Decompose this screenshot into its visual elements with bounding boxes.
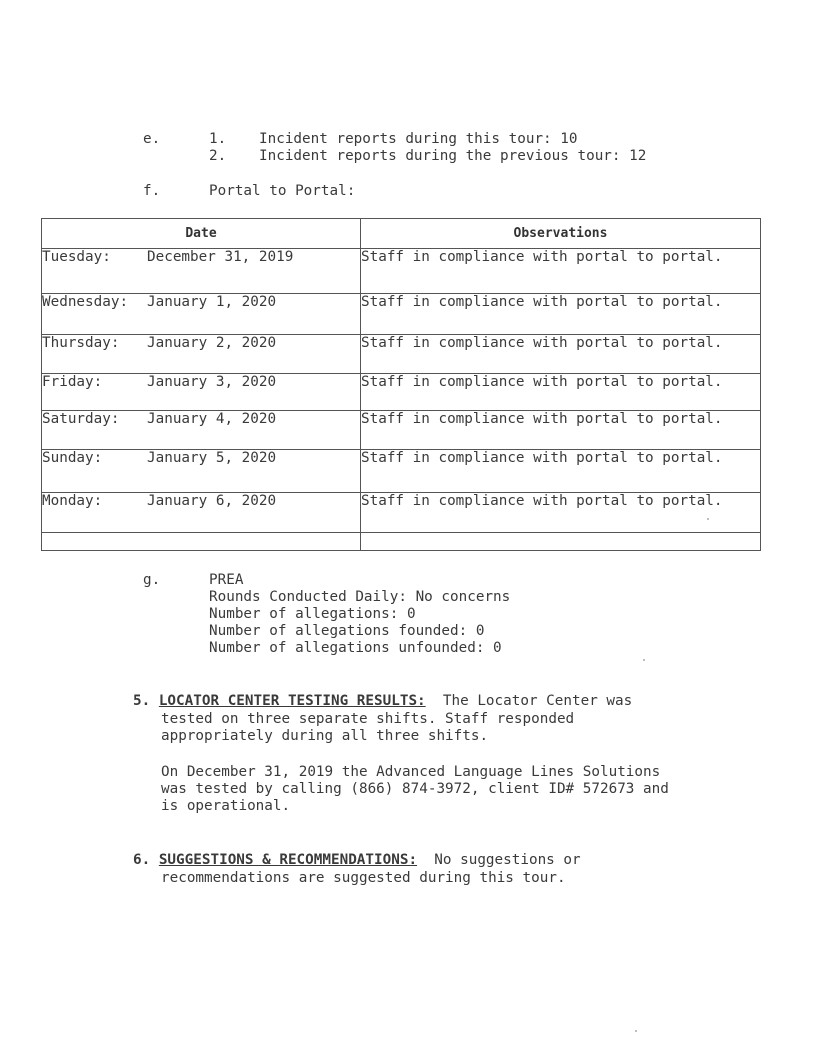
- section-e-item-1-text: Incident reports during this tour: 10: [259, 131, 578, 147]
- section-6-heading: SUGGESTIONS & RECOMMENDATIONS:: [158, 852, 418, 868]
- observation-cell: Staff in compliance with portal to portal.: [361, 335, 761, 374]
- table-row: [42, 335, 761, 374]
- date-value: January 4, 2020: [147, 411, 277, 427]
- section-6-paragraph: [161, 870, 566, 887]
- paragraph-line: appropriately during all three shifts.: [161, 728, 489, 744]
- date-cell: [42, 249, 361, 294]
- paragraph-line: On December 31, 2019 the Advanced Language Lines Solutions: [161, 764, 661, 780]
- section-5-paragraph-2: [161, 764, 669, 815]
- table-row: [42, 374, 761, 411]
- prea-line: Number of allegations: 0: [209, 606, 416, 622]
- section-5-first-line: [133, 693, 632, 710]
- table-header-date: Date: [42, 219, 361, 249]
- day-label: Sunday:: [42, 450, 103, 466]
- observation-cell: Staff in compliance with portal to portal.: [361, 450, 761, 493]
- day-label: Friday:: [42, 374, 103, 390]
- observation-cell: Staff in compliance with portal to portal.: [361, 493, 761, 533]
- section-5-paragraph-1: [161, 711, 574, 745]
- date-cell: [42, 335, 361, 374]
- date-cell: [42, 294, 361, 335]
- section-6-number: 6.: [133, 852, 151, 868]
- table-row: [42, 411, 761, 450]
- section-f-title: Portal to Portal:: [209, 183, 356, 199]
- date-value: January 5, 2020: [147, 450, 277, 466]
- day-label: Tuesday:: [42, 249, 111, 265]
- section-e-marker: e.: [143, 131, 161, 147]
- day-label: Monday:: [42, 493, 103, 509]
- observation-cell: Staff in compliance with portal to portal.: [361, 411, 761, 450]
- section-6-heading-continuation: No suggestions or: [417, 852, 581, 868]
- prea-block: [209, 572, 510, 657]
- section-6-first-line: [133, 852, 581, 869]
- paragraph-line: recommendations are suggested during this tour.: [161, 870, 566, 886]
- date-cell: [42, 450, 361, 493]
- empty-cell: [42, 533, 361, 551]
- section-5-heading-continuation: The Locator Center was: [425, 693, 633, 709]
- date-value: December 31, 2019: [147, 249, 294, 265]
- day-label: Saturday:: [42, 411, 120, 427]
- table-row: [42, 249, 761, 294]
- date-value: January 2, 2020: [147, 335, 277, 351]
- date-value: January 1, 2020: [147, 294, 277, 310]
- date-cell: [42, 374, 361, 411]
- section-e-item-2-text: Incident reports during the previous tour: 12: [259, 148, 647, 164]
- day-label: Thursday:: [42, 335, 120, 351]
- date-cell: [42, 493, 361, 533]
- scan-speck: [707, 518, 709, 520]
- table-header-observations: Observations: [361, 219, 761, 249]
- paragraph-line: was tested by calling (866) 874-3972, client ID# 572673 and: [161, 781, 669, 797]
- paragraph-line: tested on three separate shifts. Staff responded: [161, 711, 575, 727]
- section-f-marker: f.: [143, 183, 161, 199]
- table-row: [42, 450, 761, 493]
- prea-line: Number of allegations founded: 0: [209, 623, 485, 639]
- section-e-item-2-number: 2.: [209, 148, 227, 164]
- section-g-marker: g.: [143, 572, 161, 588]
- date-value: January 3, 2020: [147, 374, 277, 390]
- date-value: January 6, 2020: [147, 493, 277, 509]
- observation-cell: Staff in compliance with portal to portal.: [361, 249, 761, 294]
- table-row: [42, 294, 761, 335]
- table-row: [42, 493, 761, 533]
- observation-cell: Staff in compliance with portal to portal.: [361, 374, 761, 411]
- date-cell: [42, 411, 361, 450]
- observation-cell: Staff in compliance with portal to portal.: [361, 294, 761, 335]
- section-5-number: 5.: [133, 693, 151, 709]
- paragraph-line: is operational.: [161, 798, 291, 814]
- prea-line: Number of allegations unfounded: 0: [209, 640, 502, 656]
- section-5-heading: LOCATOR CENTER TESTING RESULTS:: [158, 693, 426, 709]
- section-e-item-1-number: 1.: [209, 131, 227, 147]
- day-label: Wednesday:: [42, 294, 129, 310]
- table-empty-row: [42, 533, 761, 551]
- scan-speck: [635, 1030, 637, 1032]
- scan-speck: [643, 659, 645, 661]
- prea-line: Rounds Conducted Daily: No concerns: [209, 589, 511, 605]
- prea-title: PREA: [209, 572, 244, 588]
- portal-to-portal-table: [41, 218, 761, 551]
- empty-cell: [361, 533, 761, 551]
